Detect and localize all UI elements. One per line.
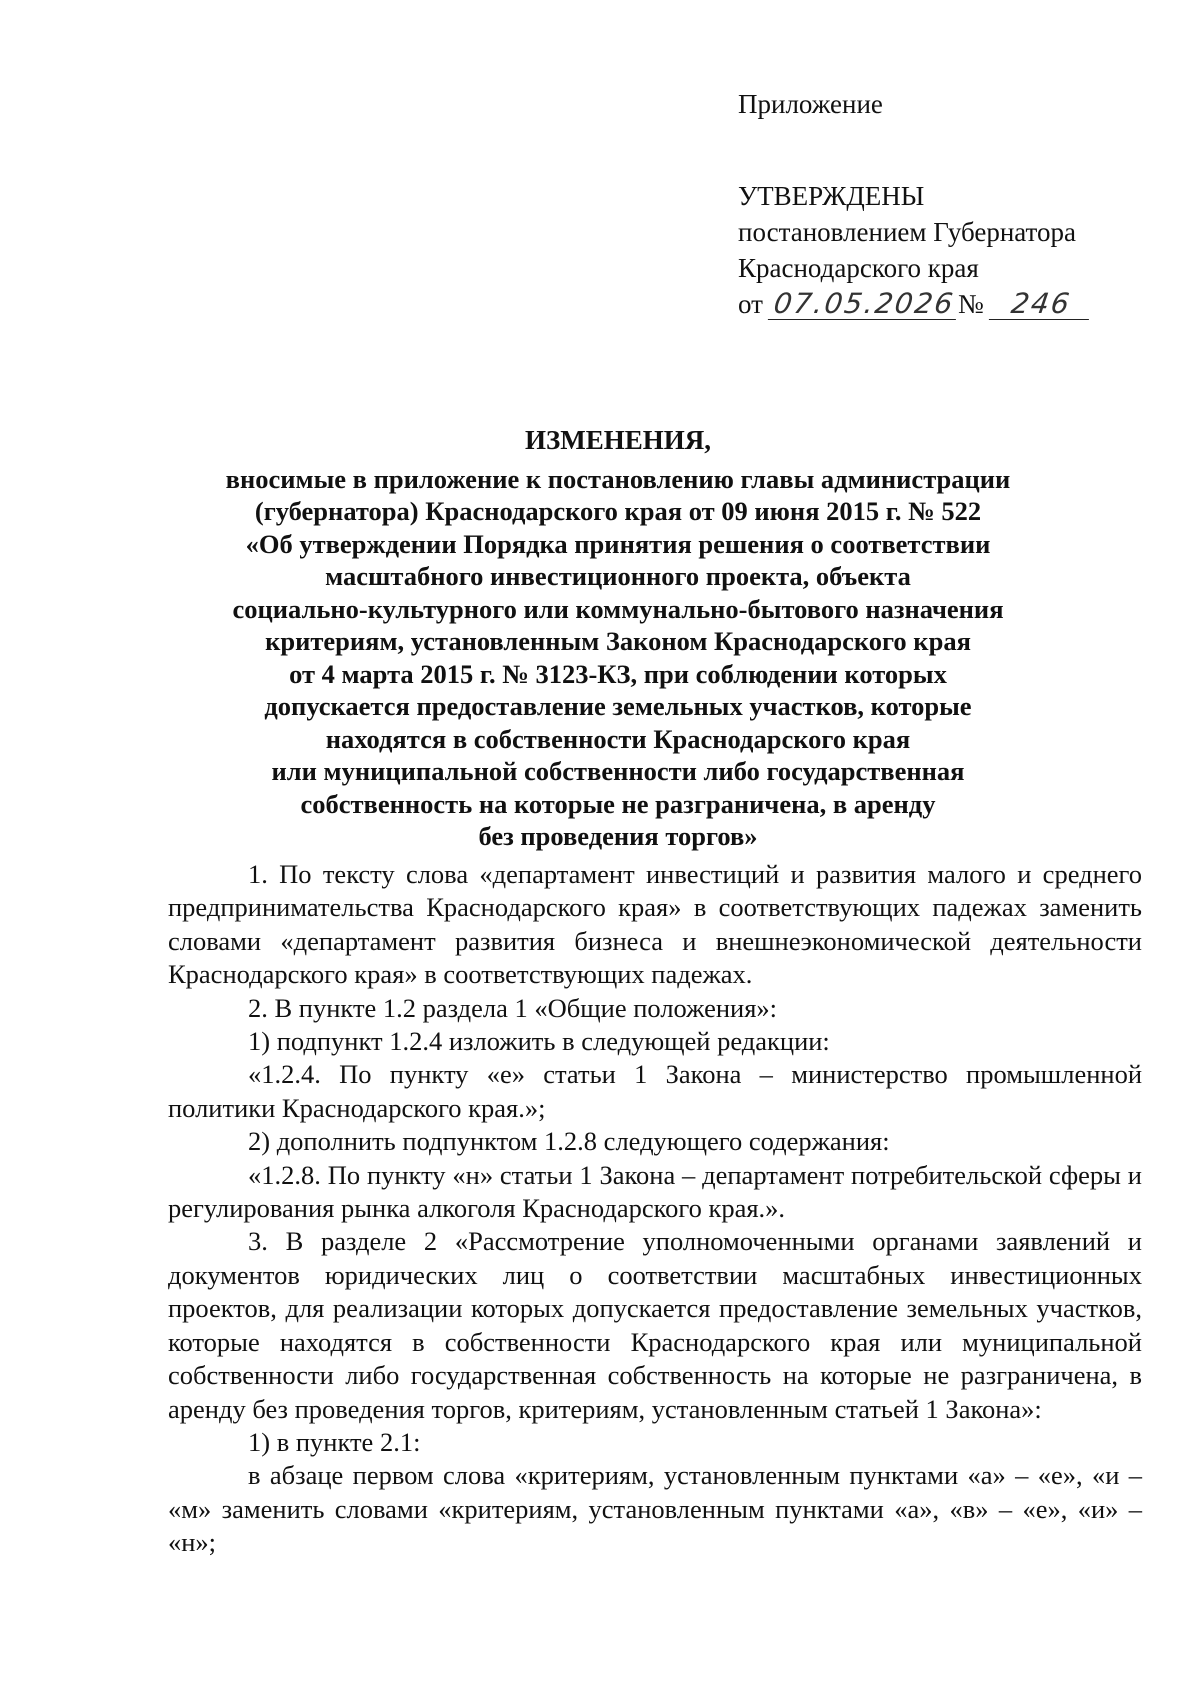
approved-by-line-1: постановлением Губернатора [738,217,1076,247]
approved-label: УТВЕРЖДЕНЫ [738,181,925,211]
approval-stamp-block [738,86,1091,322]
handwritten-date: 07.05.2026 [768,289,961,320]
title-line: собственность на которые не разграничена, в аренду [300,788,936,819]
date-prefix: от [738,289,763,319]
paragraph: «1.2.4. По пункту «е» статьи 1 Закона – министерство промышленной политики Краснодарского края.»; [168,1059,1142,1123]
paragraph: 2) дополнить подпунктом 1.2.8 следующего содержания: [248,1126,890,1157]
approval-date-number-line [738,286,1091,322]
handwritten-number: 246 [988,289,1092,320]
title-heading: ИЗМЕНЕНИЯ, [524,425,711,455]
paragraph: «1.2.8. По пункту «н» статьи 1 Закона – департамент потребительской сферы и регулирования рынка алкоголя Краснодарского края.». [168,1159,1142,1224]
title-line: допускается предоставление земельных участков, которые [264,691,972,721]
title-line: масштабного инвестиционного проекта, объекта [325,561,911,591]
title-line: критериям, установленным Законом Краснодарского края [265,626,971,656]
title-line: социально-культурного или коммунально-бытового назначения [232,593,1004,624]
paragraph: 1) подпункт 1.2.4 изложить в следующей редакции: [248,1026,830,1057]
appendix-label: Приложение [738,89,883,119]
paragraph: 3. В разделе 2 «Рассмотрение уполномоченными органами заявлений и документов юридических лиц о соответствии масштабных инвестиционных проектов, для реализации которых допускается предоставление земельных участков, которые находятся в собственности Краснодарского края или муниципальной собственности либо государственная собственность на которые не разграничена, в аренду без проведения торгов, критериям, установленным статьей 1 Закона»: [168,1226,1142,1424]
document-title [168,424,1068,853]
title-line: «Об утверждении Порядка принятия решения о соответствии [245,528,991,559]
title-line: вносимые в приложение к постановлению главы администрации [225,463,1011,494]
title-line: (губернатора) Краснодарского края от 09 июня 2015 г. № 522 [254,496,982,526]
title-line: без проведения торгов» [478,821,758,851]
paragraph: 1) в пункте 2.1: [248,1426,421,1457]
title-line: от 4 марта 2015 г. № 3123-КЗ, при соблюдении которых [289,658,947,689]
paragraph: в абзаце первом слова «критериям, установленным пунктами «а» – «е», «и – «м» заменить словами «критериям, установленным пунктами «а», «в» – «е», «и» – «н»; [168,1460,1142,1558]
paragraph: 2. В пункте 1.2 раздела 1 «Общие положения»: [248,992,778,1023]
number-sign: № [958,289,984,319]
document-body [168,858,1142,1560]
paragraph: 1. По тексту слова «департамент инвестиций и развития малого и среднего предпринимательства Краснодарского края» в соответствующих падежах заменить словами «департамент развития бизнеса и внешнеэкономической деятельности Краснодарского края» в соответствующих падежах. [168,859,1142,990]
title-line: или муниципальной собственности либо государственная [271,756,965,786]
title-line: находятся в собственности Краснодарского края [325,723,911,754]
approved-by-line-2: Краснодарского края [738,253,979,283]
